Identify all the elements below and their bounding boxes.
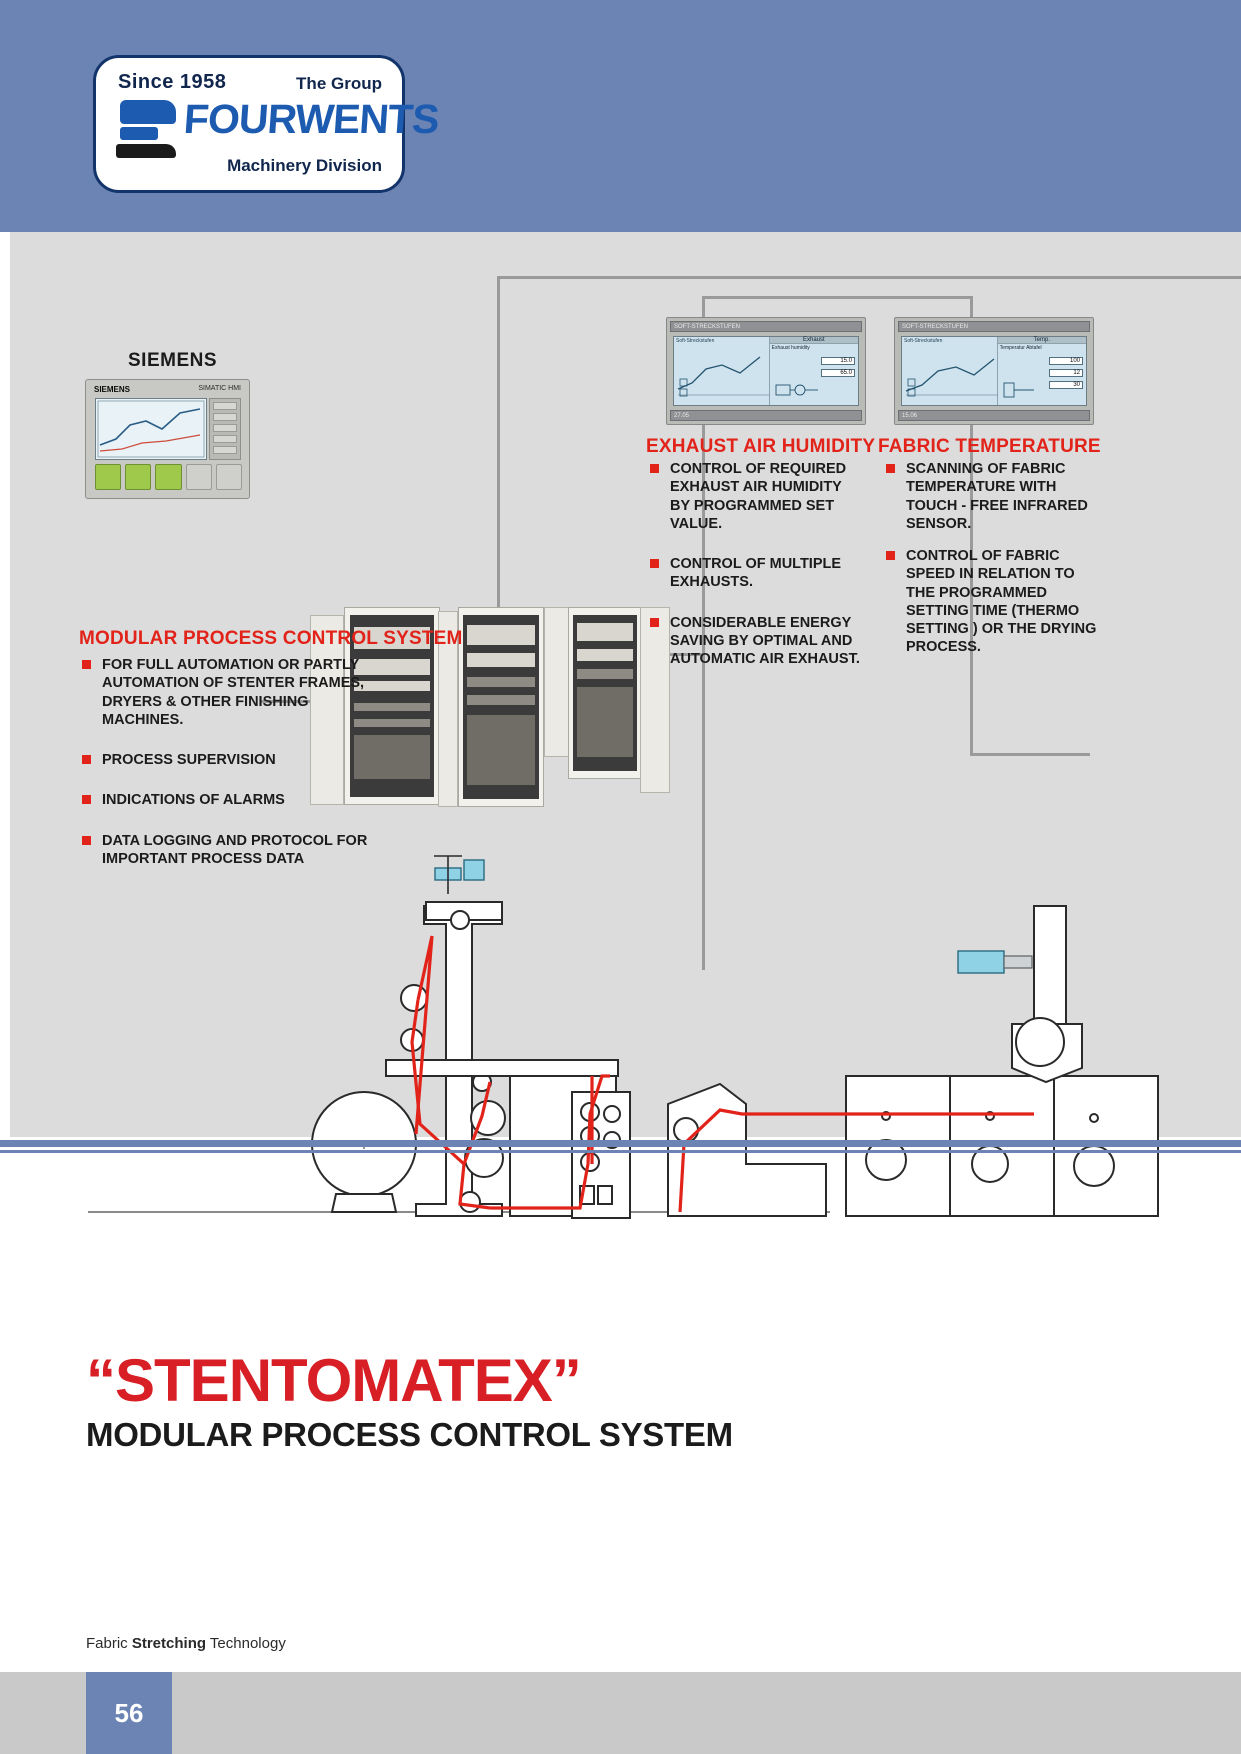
- exhaust-value-panel: [770, 337, 858, 405]
- temperature-trend-graph: [902, 337, 998, 405]
- company-logo: [93, 55, 441, 193]
- exhaust-graph-caption: Soft-Streckstufen: [676, 338, 715, 344]
- fourwents-logo-icon: [116, 100, 178, 158]
- exhaust-value-2: 65.0: [821, 369, 855, 377]
- exhaust-bottom-bar: 27.05: [670, 410, 862, 421]
- list-item: CONTROL OF REQUIRED EXHAUST AIR HUMIDITY BY PROGRAMMED SET VALUE.: [650, 460, 860, 533]
- siemens-label: SIEMENS: [128, 350, 218, 371]
- bullet-list-mpcs: [82, 656, 372, 882]
- divider-band-thin: [0, 1150, 1241, 1153]
- temperature-value-3: 30: [1049, 381, 1083, 389]
- bullet-list-exhaust: [650, 460, 860, 682]
- logo-wordmark: FOURWENTS: [182, 96, 441, 142]
- tagline-post: Technology: [206, 1635, 286, 1652]
- page-subtitle: MODULAR PROCESS CONTROL SYSTEM: [86, 1416, 733, 1453]
- heading-exhaust-air-humidity: EXHAUST AIR HUMIDITY: [646, 436, 876, 457]
- connector-line-exhaust-top: [702, 296, 972, 299]
- list-item: INDICATIONS OF ALARMS: [82, 791, 372, 809]
- siemens-hmi-panel: [85, 379, 250, 499]
- temperature-value-panel: [998, 337, 1086, 405]
- tagline-bold: Stretching: [131, 1635, 207, 1652]
- hmi-screen-exhaust[interactable]: [666, 317, 866, 425]
- divider-band-thick: [0, 1140, 1241, 1147]
- list-item: CONSIDERABLE ENERGY SAVING BY OPTIMAL AND AUTOMATIC AIR EXHAUST.: [650, 614, 860, 669]
- list-item: DATA LOGGING AND PROTOCOL FOR IMPORTANT PROCESS DATA: [82, 832, 372, 869]
- temperature-bottom-bar: 15.06: [898, 410, 1090, 421]
- footer-band: [0, 1672, 1241, 1754]
- heading-fabric-temperature: FABRIC TEMPERATURE: [878, 436, 1101, 457]
- hmi-function-keys[interactable]: [95, 464, 242, 490]
- temperature-top-bar: SOFT-STRECKSTUFEN: [898, 321, 1090, 332]
- list-item: SCANNING OF FABRIC TEMPERATURE WITH TOUCH - FREE INFRARED SENSOR.: [886, 460, 1104, 533]
- diagram-panel: [10, 232, 1241, 1137]
- temperature-panel-title: Temp.: [998, 337, 1086, 344]
- logo-group-text: The Group: [296, 74, 382, 93]
- footer-tagline: [86, 1635, 286, 1652]
- tagline-pre: Fabric: [86, 1635, 132, 1652]
- temperature-row-label: Temperatur Abtafel: [999, 345, 1042, 351]
- connector-line-temp-bottom: [970, 753, 1090, 756]
- list-item: CONTROL OF MULTIPLE EXHAUSTS.: [650, 555, 860, 592]
- temperature-graph-caption: Soft-Streckstufen: [904, 338, 943, 344]
- temperature-value-2: 12: [1049, 369, 1083, 377]
- list-item: CONTROL OF FABRIC SPEED IN RELATION TO THE PROGRAMMED SETTING TIME (THERMO SETTING ) OR THE DRYING PROCESS.: [886, 547, 1104, 657]
- heading-modular-process-control-system: MODULAR PROCESS CONTROL SYSTEM: [79, 628, 463, 649]
- hmi-side-keys[interactable]: [209, 398, 241, 460]
- exhaust-top-bar: SOFT-STRECKSTUFEN: [670, 321, 862, 332]
- page-title: “STENTOMATEX”: [86, 1347, 581, 1414]
- page-number: 56: [86, 1672, 172, 1754]
- hmi-brand-text: SIEMENS: [94, 385, 131, 394]
- hmi-screen: [95, 398, 207, 460]
- exhaust-trend-graph: [674, 337, 770, 405]
- exhaust-value-1: 15.0: [821, 357, 855, 365]
- list-item: FOR FULL AUTOMATION OR PARTLY AUTOMATION OF STENTER FRAMES, DRYERS & OTHER FINISHING MACHINES.: [82, 656, 372, 729]
- temperature-value-1: 100: [1049, 357, 1083, 365]
- list-item: PROCESS SUPERVISION: [82, 751, 372, 769]
- exhaust-row-label: Exhaust humidity: [771, 345, 810, 351]
- logo-division-text: Machinery Division: [227, 156, 382, 175]
- connector-line-top: [497, 276, 1241, 279]
- hmi-model-text: SIMATIC HMI: [198, 385, 241, 392]
- hmi-screen-temperature[interactable]: [894, 317, 1094, 425]
- bullet-list-temperature: [886, 460, 1104, 671]
- connector-line-exhaust-down: [702, 850, 705, 970]
- connector-line-down-left: [497, 276, 500, 653]
- logo-since-text: Since 1958: [118, 71, 227, 93]
- exhaust-panel-title: Exhaust: [770, 337, 858, 344]
